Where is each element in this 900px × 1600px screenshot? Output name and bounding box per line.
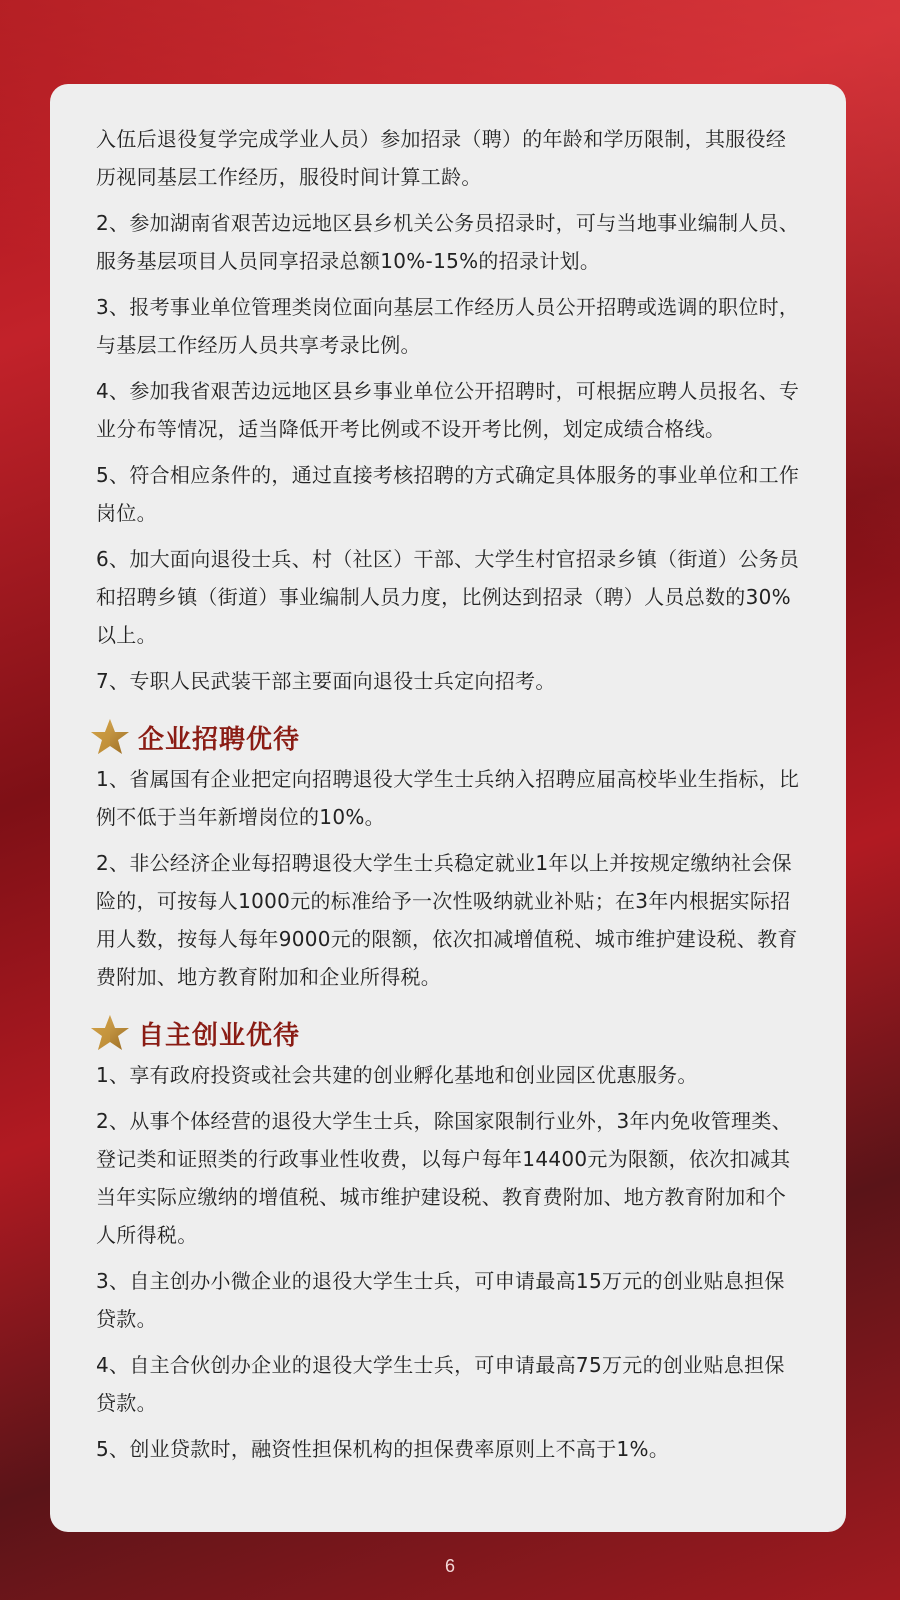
paragraph: 3、报考事业单位管理类岗位面向基层工作经历人员公开招聘或选调的职位时，与基层工作经历人员共享考录比例。 [96, 295, 800, 357]
section-heading-startup [90, 1012, 800, 1054]
paragraph: 4、参加我省艰苦边远地区县乡事业单位公开招聘时，可根据应聘人员报名、专业分布等情况，适当降低开考比例或不设开考比例，划定成绩合格线。 [96, 379, 800, 441]
content-panel [50, 84, 846, 1532]
paragraph: 2、参加湖南省艰苦边远地区县乡机关公务员招录时，可与当地事业编制人员、服务基层项目人员同享招录总额10%-15%的招录计划。 [96, 211, 800, 273]
page-number: 6 [444, 1556, 455, 1576]
star-icon [90, 717, 130, 757]
paragraph: 2、非公经济企业每招聘退役大学生士兵稳定就业1年以上并按规定缴纳社会保险的，可按每人1000元的标准给予一次性吸纳就业补贴；在3年内根据实际招用人数，按每人每年9000元的限额，依次扣减增值税、城市维护建设税、教育费附加、地方教育附加和企业所得税。 [96, 851, 798, 989]
paragraph: 1、享有政府投资或社会共建的创业孵化基地和创业园区优惠服务。 [96, 1063, 698, 1087]
paragraph: 5、创业贷款时，融资性担保机构的担保费率原则上不高于1%。 [96, 1437, 670, 1461]
section-title: 企业招聘优待 [138, 724, 301, 755]
section-heading-enterprise [90, 716, 800, 758]
paragraph: 入伍后退役复学完成学业人员）参加招录（聘）的年龄和学历限制，其服役经历视同基层工作经历，服役时间计算工龄。 [96, 127, 787, 189]
section-title: 自主创业优待 [138, 1020, 301, 1051]
paragraph: 5、符合相应条件的，通过直接考核招聘的方式确定具体服务的事业单位和工作岗位。 [96, 463, 800, 525]
paragraph: 1、省属国有企业把定向招聘退役大学生士兵纳入招聘应届高校毕业生指标，比例不低于当年新增岗位的10%。 [96, 767, 800, 829]
paragraph: 7、专职人民武装干部主要面向退役士兵定向招考。 [96, 669, 556, 693]
paragraph: 6、加大面向退役士兵、村（社区）干部、大学生村官招录乡镇（街道）公务员和招聘乡镇（街道）事业编制人员力度，比例达到招录（聘）人员总数的30%以上。 [96, 547, 800, 647]
paragraph: 4、自主合伙创办企业的退役大学生士兵，可申请最高75万元的创业贴息担保贷款。 [96, 1353, 785, 1415]
paragraph: 3、自主创办小微企业的退役大学生士兵，可申请最高15万元的创业贴息担保贷款。 [96, 1269, 785, 1331]
paragraph: 2、从事个体经营的退役大学生士兵，除国家限制行业外，3年内免收管理类、登记类和证照类的行政事业性收费，以每户每年14400元为限额，依次扣减其当年实际应缴纳的增值税、城市维护建设税、教育费附加、地方教育附加和个人所得税。 [96, 1109, 792, 1247]
star-icon [90, 1013, 130, 1053]
